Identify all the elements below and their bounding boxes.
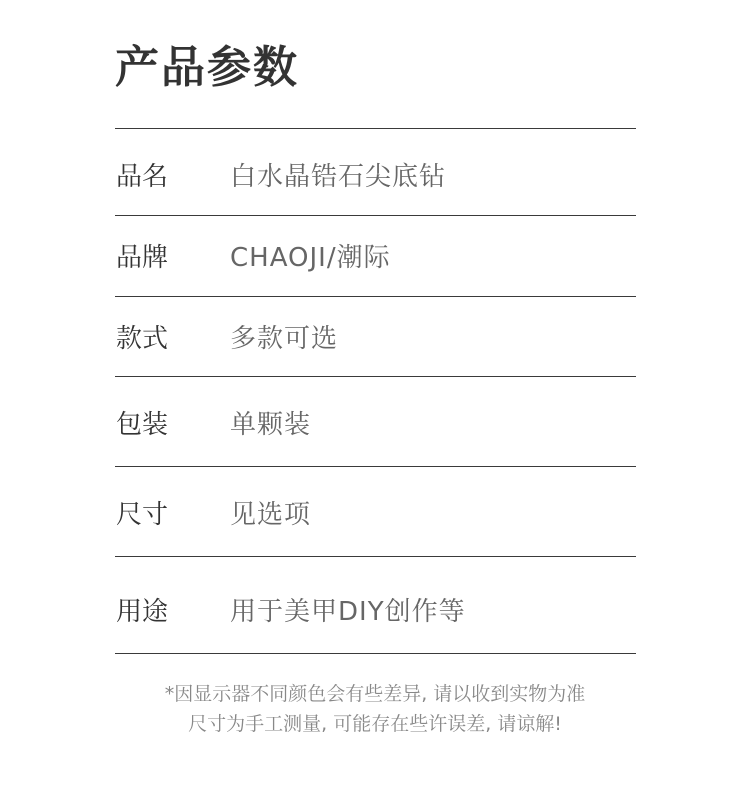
row-label-style: 款式: [116, 324, 169, 354]
row-value-style: 多款可选: [230, 324, 339, 354]
row-value-package: 单颗装: [230, 410, 312, 440]
row-value-size: 见选项: [230, 500, 312, 530]
divider: [115, 128, 636, 129]
divider: [115, 376, 636, 377]
row-label-name: 品名: [116, 162, 169, 192]
divider: [115, 556, 636, 557]
row-value-brand: CHAOJI/潮际: [230, 243, 391, 273]
row-label-brand: 品牌: [116, 243, 169, 273]
divider: [115, 466, 636, 467]
row-value-name: 白水晶锆石尖底钻: [230, 162, 447, 192]
disclaimer-line-2: 尺寸为手工测量, 可能存在些许误差, 请谅解!: [188, 713, 562, 735]
divider: [115, 653, 636, 654]
row-label-usage: 用途: [116, 597, 169, 627]
page-title: 产品参数: [115, 42, 299, 93]
divider: [115, 215, 636, 216]
row-label-package: 包装: [116, 410, 169, 440]
row-value-usage: 用于美甲DIY创作等: [230, 597, 466, 627]
row-label-size: 尺寸: [116, 500, 169, 530]
disclaimer-line-1: *因显示器不同颜色会有些差异, 请以收到实物为准: [164, 683, 586, 705]
divider: [115, 296, 636, 297]
